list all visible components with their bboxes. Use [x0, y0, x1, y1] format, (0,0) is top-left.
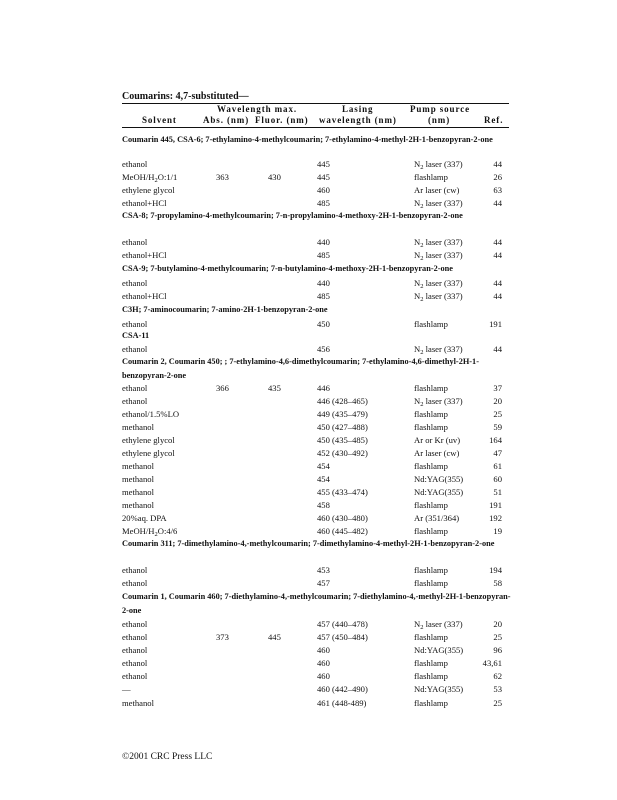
- cell-ref: 58: [493, 578, 502, 588]
- cell-fluor: 435: [268, 383, 281, 393]
- header-bottom-rule: [122, 127, 509, 128]
- section-title: CSA-9; 7-butylamino-4-methylcoumarin; 7-n-butylamino-4-methoxy-2H-1-benzopyran-2-one: [122, 264, 453, 273]
- header-abs: Abs. (nm): [203, 115, 250, 125]
- cell-solvent: methanol: [122, 422, 154, 432]
- table-row: [0, 382, 617, 394]
- cell-ref: 44: [493, 291, 502, 301]
- cell-ref: 192: [489, 513, 502, 523]
- cell-pump: $N_2$ laser (337): [414, 396, 463, 408]
- table-row: [0, 577, 617, 589]
- cell-ref: 44: [493, 344, 502, 354]
- cell-abs: 366: [216, 383, 229, 393]
- header-lasing-line2: wavelength (nm): [319, 115, 397, 125]
- cell-pump: flashlamp: [414, 172, 448, 182]
- cell-solvent: ethanol: [122, 383, 148, 393]
- cell-lasing: 460 (442–490): [317, 684, 368, 694]
- cell-pump: $N_2$ laser (337): [414, 291, 463, 303]
- cell-ref: 62: [493, 671, 502, 681]
- cell-lasing: 450: [317, 319, 330, 329]
- copyright-footer: ©2001 CRC Press LLC: [122, 752, 213, 762]
- cell-ref: 47: [493, 448, 502, 458]
- cell-solvent: ethanol: [122, 319, 148, 329]
- cell-lasing: 485: [317, 291, 330, 301]
- cell-ref: 20: [493, 396, 502, 406]
- cell-lasing: 440: [317, 278, 330, 288]
- cell-ref: 59: [493, 422, 502, 432]
- cell-lasing: 457: [317, 578, 330, 588]
- cell-solvent: ethanol: [122, 396, 148, 406]
- table-row: [0, 434, 617, 446]
- cell-ref: 53: [493, 684, 502, 694]
- cell-solvent: ethanol: [122, 278, 148, 288]
- cell-solvent: ethanol: [122, 645, 148, 655]
- cell-ref: 191: [489, 500, 502, 510]
- cell-solvent: methanol: [122, 500, 154, 510]
- cell-solvent: ethanol+HCl: [122, 250, 167, 260]
- table-row: [0, 343, 617, 355]
- section-title: CSA-11: [122, 331, 150, 340]
- cell-pump: Ar or Kr (uv): [414, 435, 461, 445]
- table-row: [0, 184, 617, 196]
- table-row: [0, 499, 617, 511]
- section-title: Coumarin 2, Coumarin 450; ; 7-ethylamino-4,6-dimethylcoumarin; 7-ethylamino-4,6-dimethyl-2H-1-benzopyran-2-one: [122, 357, 479, 380]
- cell-lasing: 445: [317, 172, 330, 182]
- table-row: [0, 158, 617, 170]
- section-title: Coumarin 311; 7-dimethylamino-4,-methylcoumarin; 7-dimethylamino-4-methyl-2H-1-benzopyran-2-one: [122, 539, 495, 548]
- cell-ref: 191: [489, 319, 502, 329]
- table-row: [0, 408, 617, 420]
- header-lasing-line1: Lasing: [342, 104, 374, 114]
- header-wavelength-group: Wavelength max.: [217, 104, 297, 114]
- cell-ref: 20: [493, 619, 502, 629]
- cell-solvent: ethanol: [122, 632, 148, 642]
- table-row: [0, 447, 617, 459]
- cell-pump: flashlamp: [414, 409, 448, 419]
- cell-pump: $N_2$ laser (337): [414, 250, 463, 262]
- table-row: [0, 486, 617, 498]
- cell-ref: 19: [493, 526, 502, 536]
- table-row: [0, 171, 617, 183]
- cell-lasing: 485: [317, 198, 330, 208]
- cell-lasing: 450 (435–485): [317, 435, 368, 445]
- cell-ref: 25: [493, 698, 502, 708]
- table-row: [0, 512, 617, 524]
- cell-ref: 37: [493, 383, 502, 393]
- cell-solvent: ethanol: [122, 671, 148, 681]
- cell-lasing: 460: [317, 658, 330, 668]
- cell-pump: $N_2$ laser (337): [414, 619, 463, 631]
- cell-ref: 44: [493, 198, 502, 208]
- cell-solvent: methanol: [122, 698, 154, 708]
- cell-pump: flashlamp: [414, 526, 448, 536]
- table-row: [0, 197, 617, 209]
- cell-lasing: 454: [317, 474, 330, 484]
- cell-pump: Ar laser (cw): [414, 448, 460, 458]
- cell-pump: flashlamp: [414, 500, 448, 510]
- cell-solvent: ethanol: [122, 344, 148, 354]
- cell-pump: flashlamp: [414, 578, 448, 588]
- section-title: CSA-8; 7-propylamino-4-methylcoumarin; 7-n-propylamino-4-methoxy-2H-1-benzopyran-2-one: [122, 211, 463, 220]
- cell-pump: flashlamp: [414, 461, 448, 471]
- cell-ref: 194: [489, 565, 502, 575]
- cell-pump: flashlamp: [414, 319, 448, 329]
- cell-pump: Nd:YAG(355): [414, 684, 464, 694]
- cell-lasing: 440: [317, 237, 330, 247]
- cell-pump: Nd:YAG(355): [414, 645, 464, 655]
- cell-lasing: 453: [317, 565, 330, 575]
- table-row: [0, 657, 617, 669]
- cell-pump: flashlamp: [414, 658, 448, 668]
- cell-pump: flashlamp: [414, 671, 448, 681]
- header-solvent: Solvent: [142, 115, 177, 125]
- cell-lasing: 452 (430–492): [317, 448, 368, 458]
- cell-pump: flashlamp: [414, 632, 448, 642]
- cell-lasing: 460: [317, 645, 330, 655]
- cell-solvent: ethanol: [122, 237, 148, 247]
- cell-pump: Nd:YAG(355): [414, 474, 464, 484]
- table-row: [0, 460, 617, 472]
- table-row: [0, 525, 617, 537]
- section-title: Coumarin 445, CSA-6; 7-ethylamino-4-methylcoumarin; 7-ethylamino-4-methyl-2H-1-benzopyran-2-one: [122, 135, 493, 144]
- cell-pump: flashlamp: [414, 565, 448, 575]
- cell-ref: 96: [493, 645, 502, 655]
- header-pump-line2: (nm): [428, 115, 451, 125]
- cell-lasing: 457 (450–484): [317, 632, 368, 642]
- table-row: [0, 631, 617, 643]
- cell-lasing: 461 (448-489): [317, 698, 367, 708]
- cell-ref: 44: [493, 278, 502, 288]
- table-row: [0, 236, 617, 248]
- cell-pump: Nd:YAG(355): [414, 487, 464, 497]
- table-row: [0, 421, 617, 433]
- cell-lasing: 446: [317, 383, 330, 393]
- table-row: [0, 683, 617, 695]
- table-row: [0, 564, 617, 576]
- cell-lasing: 455 (433–474): [317, 487, 368, 497]
- cell-ref: 44: [493, 250, 502, 260]
- cell-ref: 25: [493, 409, 502, 419]
- cell-solvent: 20%aq. DPA: [122, 513, 167, 523]
- cell-solvent: ethanol: [122, 619, 148, 629]
- table-row: [0, 290, 617, 302]
- section-title: C3H; 7-aminocoumarin; 7-amino-2H-1-benzopyran-2-one: [122, 305, 328, 314]
- cell-pump: flashlamp: [414, 383, 448, 393]
- cell-pump: Ar laser (cw): [414, 185, 460, 195]
- table-row: [0, 395, 617, 407]
- cell-ref: 60: [493, 474, 502, 484]
- cell-lasing: 457 (440–478): [317, 619, 368, 629]
- header-fluor: Fluor. (nm): [255, 115, 309, 125]
- cell-pump: $N_2$ laser (337): [414, 278, 463, 290]
- cell-lasing: 446 (428–465): [317, 396, 368, 406]
- cell-pump: Ar (351/364): [414, 513, 460, 523]
- table-row: [0, 277, 617, 289]
- cell-solvent: —: [122, 684, 131, 694]
- cell-solvent: ethanol: [122, 565, 148, 575]
- cell-solvent: ethanol+HCl: [122, 198, 167, 208]
- cell-lasing: 449 (435–479): [317, 409, 368, 419]
- table-row: [0, 697, 617, 709]
- section-title: Coumarin 1, Coumarin 460; 7-diethylamino-4,-methylcoumarin; 7-diethylamino-4,-methyl-2H-1-benzopyran-2-one: [122, 592, 511, 615]
- table-title: Coumarins: 4,7-substituted—: [122, 91, 249, 102]
- cell-lasing: 485: [317, 250, 330, 260]
- cell-solvent: ethylene glycol: [122, 448, 175, 458]
- cell-pump: flashlamp: [414, 698, 448, 708]
- cell-lasing: 456: [317, 344, 330, 354]
- cell-solvent: methanol: [122, 474, 154, 484]
- cell-lasing: 460 (445–482): [317, 526, 368, 536]
- cell-solvent: MeOH/$H_2O:4/6$: [122, 526, 178, 538]
- cell-solvent: MeOH/$H_2O:1/1$: [122, 172, 178, 184]
- cell-ref: 61: [493, 461, 502, 471]
- cell-solvent: ethylene glycol: [122, 435, 175, 445]
- cell-ref: 44: [493, 237, 502, 247]
- cell-fluor: 430: [268, 172, 281, 182]
- cell-pump: $N_2$ laser (337): [414, 344, 463, 356]
- table-row: [0, 473, 617, 485]
- table-row: [0, 249, 617, 261]
- table-row: [0, 618, 617, 630]
- cell-ref: 51: [493, 487, 502, 497]
- cell-pump: $N_2$ laser (337): [414, 237, 463, 249]
- cell-solvent: ethanol+HCl: [122, 291, 167, 301]
- cell-ref: 25: [493, 632, 502, 642]
- table-row: [0, 670, 617, 682]
- cell-ref: 63: [493, 185, 502, 195]
- cell-ref: 26: [493, 172, 502, 182]
- cell-pump: $N_2$ laser (337): [414, 198, 463, 210]
- cell-abs: 363: [216, 172, 229, 182]
- cell-lasing: 450 (427–488): [317, 422, 368, 432]
- cell-solvent: ethylene glycol: [122, 185, 175, 195]
- cell-lasing: 460 (430–480): [317, 513, 368, 523]
- header-pump-line1: Pump source: [410, 104, 470, 114]
- cell-lasing: 454: [317, 461, 330, 471]
- cell-lasing: 460: [317, 185, 330, 195]
- cell-solvent: ethanol: [122, 658, 148, 668]
- cell-lasing: 445: [317, 159, 330, 169]
- cell-solvent: ethanol: [122, 159, 148, 169]
- cell-solvent: ethanol: [122, 578, 148, 588]
- cell-pump: $N_2$ laser (337): [414, 159, 463, 171]
- table-row: [0, 644, 617, 656]
- cell-lasing: 460: [317, 671, 330, 681]
- header-ref: Ref.: [484, 115, 504, 125]
- cell-pump: flashlamp: [414, 422, 448, 432]
- cell-ref: 164: [489, 435, 502, 445]
- cell-abs: 373: [216, 632, 229, 642]
- cell-lasing: 458: [317, 500, 330, 510]
- cell-solvent: methanol: [122, 461, 154, 471]
- cell-solvent: methanol: [122, 487, 154, 497]
- cell-fluor: 445: [268, 632, 281, 642]
- cell-ref: 43,61: [482, 658, 502, 668]
- cell-ref: 44: [493, 159, 502, 169]
- cell-solvent: ethanol/1.5%LO: [122, 409, 180, 419]
